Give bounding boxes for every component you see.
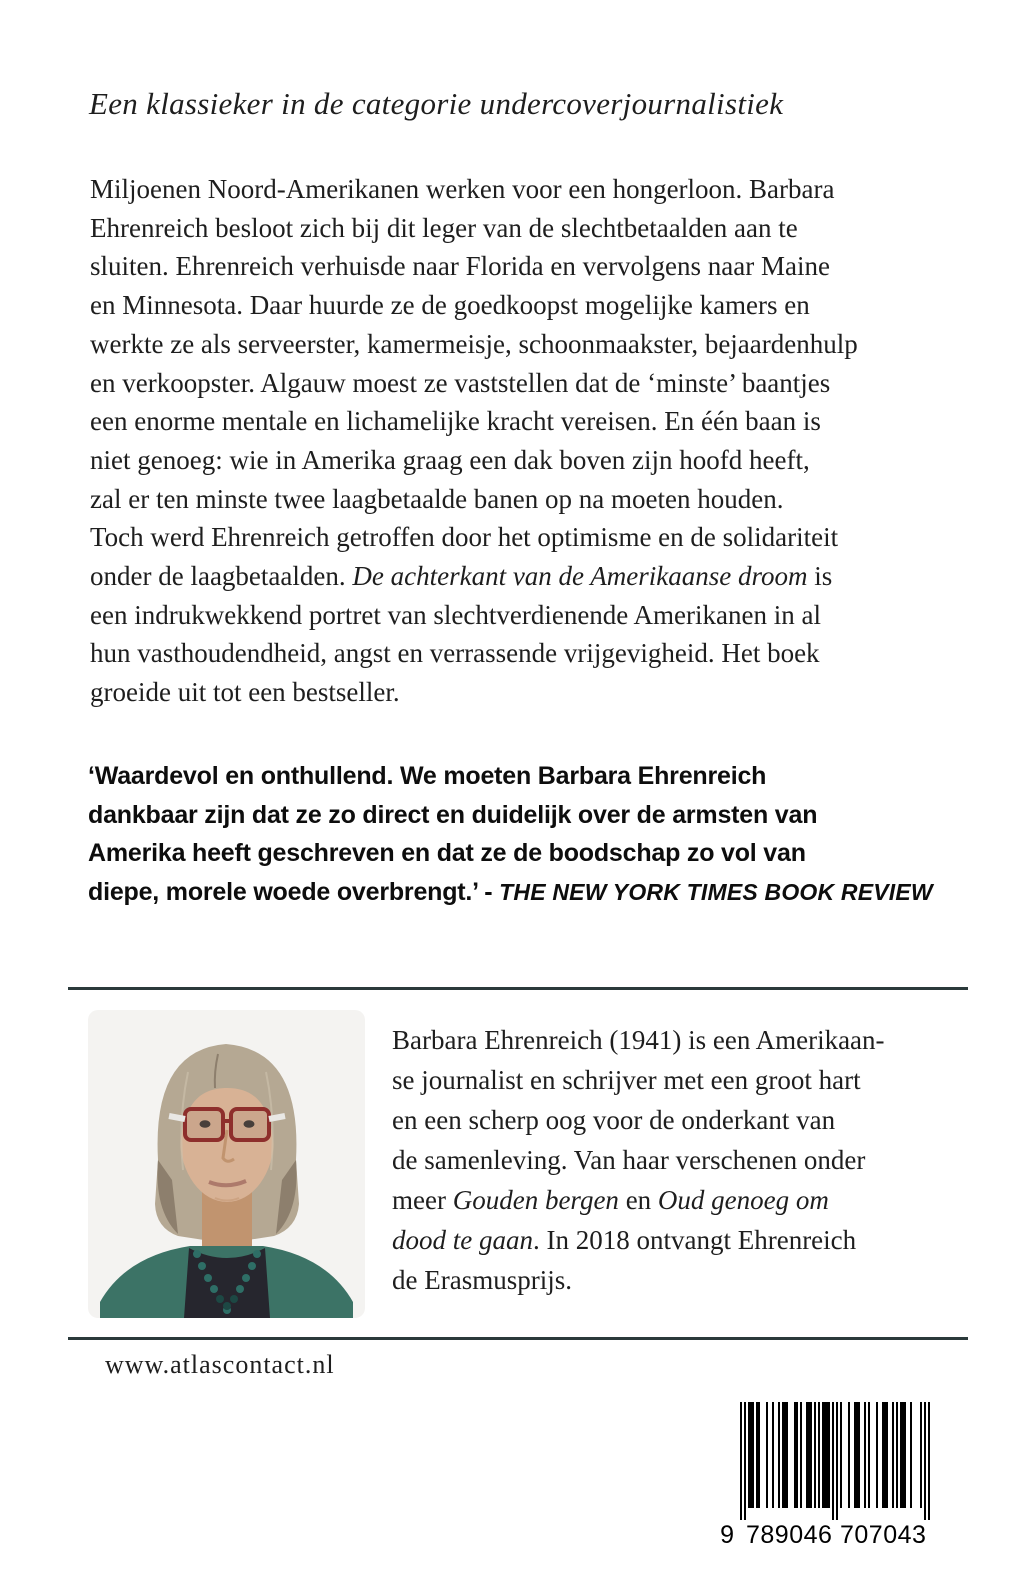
tagline: Een klassieker in de categorie undercoverjournalistiek (89, 86, 784, 121)
glasses-temple-right (269, 1116, 285, 1119)
bio-line: Barbara Ehrenreich (1941) is een Amerikaan- (392, 1025, 885, 1055)
blurb-line: niet genoeg: wie in Amerika graag een dak boven zijn hoofd heeft, (90, 444, 810, 475)
quote-attribution-line (88, 873, 988, 912)
bio-line: en een scherp oog voor de onderkant van (392, 1105, 836, 1135)
review-quote (88, 757, 988, 911)
book-title-gouden-bergen: Gouden bergen (452, 1185, 619, 1215)
glasses-temple-left (169, 1116, 185, 1119)
blurb-paragraph (90, 170, 990, 712)
blurb-line: zal er ten minste twee laagbetaalde banen op na moeten houden. (90, 483, 784, 514)
divider-rule-top (68, 987, 968, 990)
bio-text: en (618, 1185, 658, 1215)
bio-line-titles (392, 1180, 972, 1220)
blurb-line: en verkoopster. Algauw moest ze vaststellen dat de ‘minste’ baantjes (90, 367, 831, 398)
blurb-line: Ehrenreich besloot zich bij dit leger van de slechtbetaalden aan te (90, 212, 798, 243)
bio-text: . In 2018 ontvangt Ehrenreich (533, 1225, 857, 1255)
book-title-oud-genoeg: Oud genoeg om (657, 1185, 829, 1215)
blurb-line: een enorme mentale en lichamelijke kracht vereisen. En één baan is (90, 406, 821, 437)
blurb-line-with-title (90, 557, 990, 596)
blurb-line: sluiten. Ehrenreich verhuisde naar Florida en vervolgens naar Maine (90, 251, 830, 282)
publisher-url: www.atlascontact.nl (105, 1350, 335, 1379)
blurb-line: groeide uit tot een bestseller. (90, 677, 400, 708)
divider-rule-bottom (68, 1337, 968, 1340)
blurb-line: Toch werd Ehrenreich getroffen door het optimisme en de solidariteit (90, 522, 839, 553)
barcode-digit-leading: 9 (720, 1521, 734, 1549)
ean13-barcode (740, 1402, 930, 1520)
author-photo (88, 1010, 365, 1318)
blurb-line: hun vasthoudendheid, angst en verrassende vrijgevigheid. Het boek (90, 638, 820, 669)
quote-line: dankbaar zijn dat ze zo direct en duidelijk over de armsten van (88, 800, 818, 829)
quote-text: diepe, morele woede overbrengt.’ - (88, 877, 500, 906)
blurb-line: Miljoenen Noord-Amerikanen werken voor een hongerloon. Barbara (90, 174, 835, 204)
quote-line: ‘Waardevol en onthullend. We moeten Barbara Ehrenreich (88, 762, 767, 790)
bio-line: se journalist en schrijver met een groot hart (392, 1065, 861, 1095)
blurb-line: werkte ze als serveerster, kamermeisje, schoonmaakster, bejaardenhulp (90, 328, 858, 359)
bio-line: de Erasmusprijs. (392, 1265, 572, 1295)
bio-text: meer (392, 1185, 453, 1215)
barcode-digits-right-group: 707043 (840, 1521, 927, 1549)
glasses-lens-left (185, 1109, 223, 1140)
author-portrait-illustration (88, 1010, 365, 1318)
blurb-line: en Minnesota. Daar huurde ze de goedkoopst mogelijke kamers en (90, 290, 810, 321)
glasses-lens-right (231, 1109, 269, 1140)
blurb-line: een indrukwekkend portret van slechtverdienende Amerikanen in al (90, 599, 821, 630)
quote-source: THE NEW YORK TIMES BOOK REVIEW (499, 878, 933, 905)
quote-line: Amerika heeft geschreven en dat ze de boodschap zo vol van (88, 839, 806, 868)
book-title-oud-genoeg-continued: dood te gaan (392, 1225, 533, 1255)
bio-line-title2 (392, 1220, 972, 1260)
bio-line: de samenleving. Van haar verschenen onder (392, 1145, 866, 1175)
blurb-text: onder de laagbetaalden. (90, 561, 353, 592)
book-title: De achterkant van de Amerikaanse droom (352, 561, 808, 592)
author-bio (392, 1020, 972, 1300)
blurb-text: is (807, 561, 833, 592)
barcode-digits-left-group: 789046 (746, 1521, 833, 1549)
